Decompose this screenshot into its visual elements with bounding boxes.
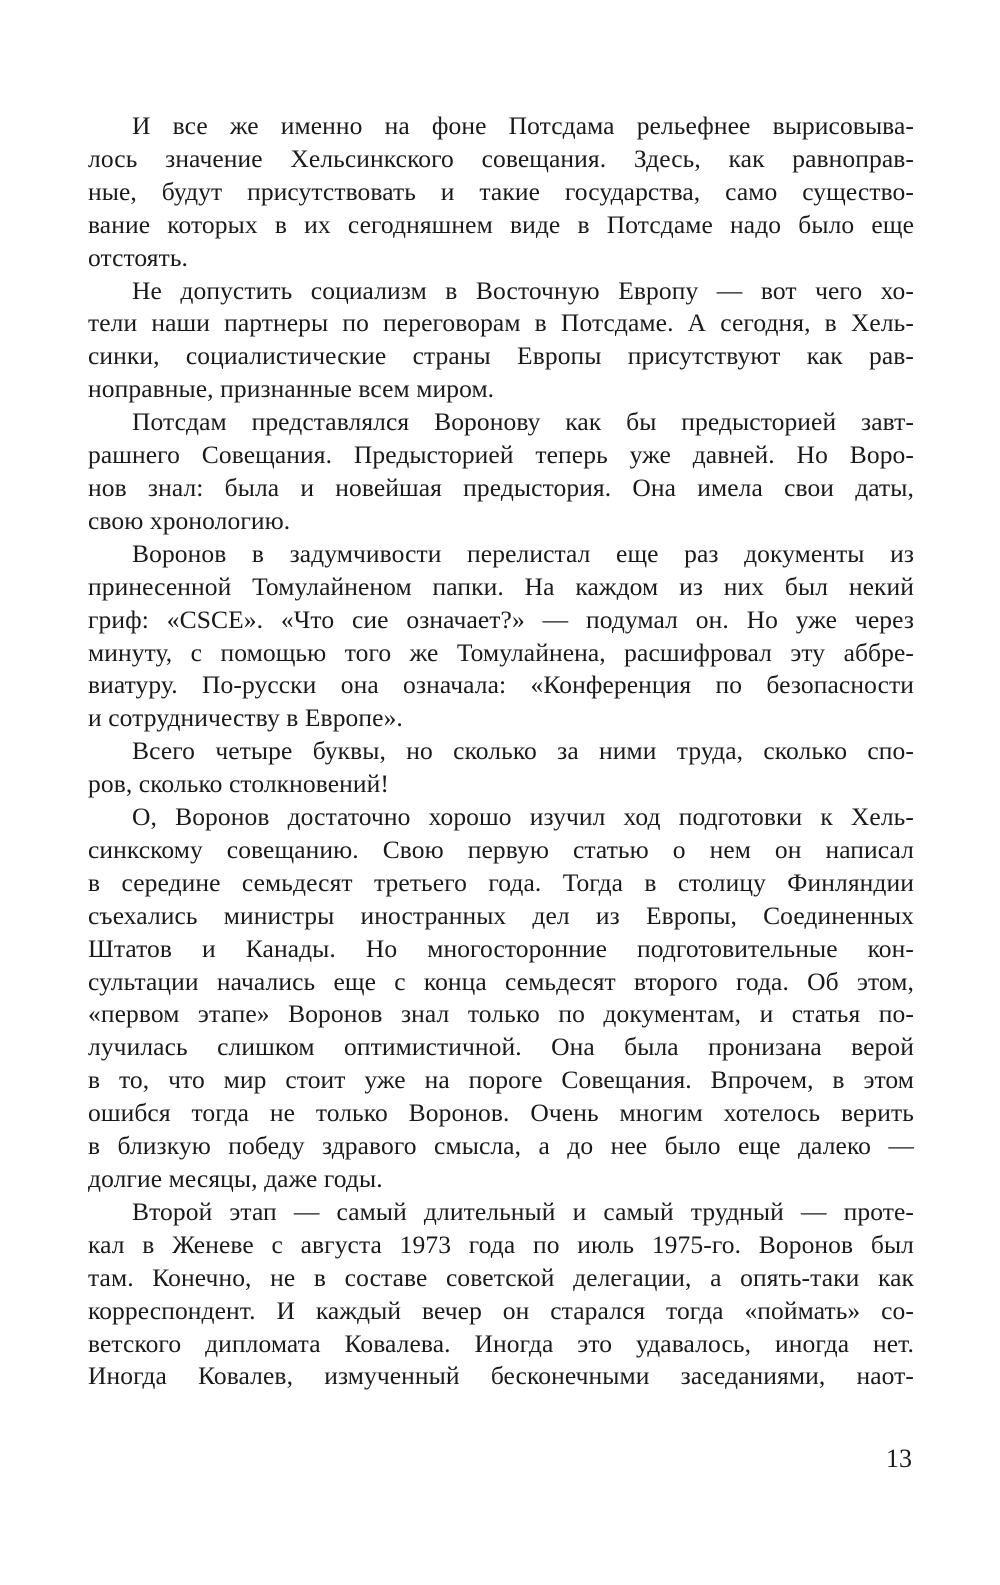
text-line: в то, что мир стоит уже на пороге Совещания. Впрочем, в этом	[88, 1065, 914, 1095]
page-number: 13	[886, 1444, 912, 1473]
text-line: свою хронологию.	[88, 505, 291, 535]
text-line: Второй этап — самый длительный и самый трудный — проте-	[132, 1196, 914, 1226]
text-line: Штатов и Канады. Но многосторонние подготовительные кон-	[88, 933, 914, 963]
text-line: О, Воронов достаточно хорошо изучил ход подготовки к Хель-	[132, 802, 914, 832]
text-line: И все же именно на фоне Потсдама рельефнее вырисовыва-	[132, 111, 914, 140]
text-line: отстоять.	[88, 242, 189, 272]
text-line: в середине семьдесят третьего года. Тогда в столицу Финляндии	[88, 867, 914, 897]
text-line: в близкую победу здравого смысла, а до нее было еще далеко —	[88, 1131, 914, 1161]
text-line: ные, будут присутствовать и такие государства, само существо-	[88, 176, 914, 206]
text-line: кал в Женеве с августа 1973 года по июль 1975-го. Воронов был	[88, 1229, 914, 1259]
text-line: принесенной Томулайненом папки. На каждом из них был некий	[88, 571, 914, 601]
text-line: синкскому совещанию. Свою первую статью о нем он написал	[88, 834, 914, 864]
text-line: «первом этапе» Воронов знал только по документам, и статья по-	[88, 999, 914, 1029]
text-line: ров, сколько столкновений!	[88, 769, 389, 799]
text-line: Потсдам представлялся Воронову как бы предысторией завт-	[132, 407, 914, 437]
text-line: ошибся тогда не только Воронов. Очень многим хотелось верить	[88, 1098, 914, 1128]
text-line: сультации начались еще с конца семьдесят второго года. Об этом,	[88, 966, 914, 996]
text-line: корреспондент. И каждый вечер он старался тогда «поймать» со-	[88, 1295, 914, 1325]
text-line: нов знал: была и новейшая предыстория. Она имела свои даты,	[88, 472, 914, 502]
page-text-body	[88, 110, 914, 1393]
text-line: лучилась слишком оптимистичной. Она была пронизана верой	[88, 1032, 914, 1062]
text-line: там. Конечно, не в составе советской делегации, а опять-таки как	[88, 1262, 914, 1292]
text-line: и сотрудничеству в Европе».	[88, 703, 403, 733]
paragraph-6	[88, 801, 914, 1196]
text-line: Воронов в задумчивости перелистал еще раз документы из	[132, 538, 914, 568]
text-line: лось значение Хельсинкского совещания. Здесь, как равноправ-	[88, 143, 914, 173]
text-line: Всего четыре буквы, но сколько за ними труда, сколько спо-	[132, 736, 914, 766]
paragraph-3	[88, 406, 914, 538]
text-line: ветского дипломата Ковалева. Иногда это удавалось, иногда нет.	[88, 1328, 914, 1358]
text-line: минуту, с помощью того же Томулайнена, расшифровал эту аббре-	[88, 637, 914, 667]
paragraph-4	[88, 538, 914, 735]
text-line: гриф: «CSCE». «Что сие означает?» — подумал он. Но уже через	[88, 604, 914, 634]
text-line: ноправные, признанные всем миром.	[88, 374, 495, 404]
text-line: виатуру. По-русски она означала: «Конференция по безопасности	[88, 670, 914, 700]
paragraph-2	[88, 275, 914, 407]
paragraph-1	[88, 110, 914, 275]
text-line: синки, социалистические страны Европы присутствуют как рав-	[88, 341, 914, 371]
text-line: долгие месяцы, даже годы.	[88, 1164, 383, 1193]
text-line: вание которых в их сегодняшнем виде в Потсдаме надо было еще	[88, 209, 914, 239]
text-line: Не допустить социализм в Восточную Европу — вот чего хо-	[132, 275, 914, 305]
text-line: рашнего Совещания. Предысторией теперь уже давней. Но Воро-	[88, 440, 914, 470]
text-line: съехались министры иностранных дел из Европы, Соединенных	[88, 900, 914, 930]
text-line: тели наши партнеры по переговорам в Потсдаме. А сегодня, в Хель-	[88, 308, 914, 338]
text-line: Иногда Ковалев, измученный бесконечными заседаниями, наот-	[88, 1361, 914, 1391]
paragraph-5	[88, 735, 914, 801]
paragraph-7	[88, 1196, 914, 1393]
